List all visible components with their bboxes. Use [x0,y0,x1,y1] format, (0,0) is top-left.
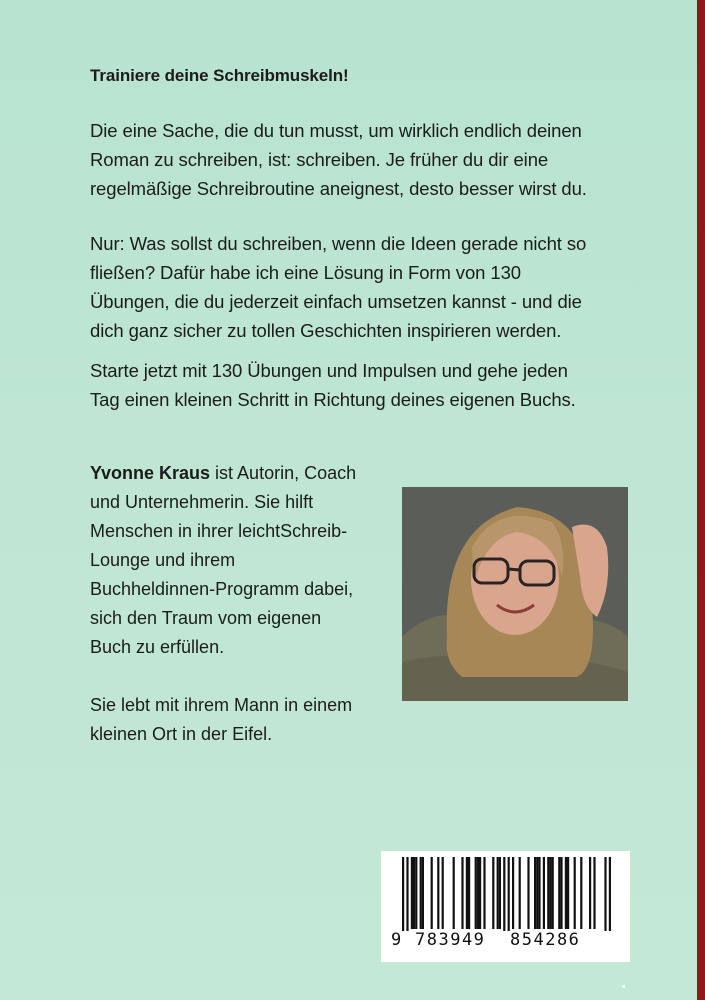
barcode-bar [411,857,413,929]
barcode-guard-bar [402,857,404,931]
barcode-bar [420,857,422,929]
barcode-bar [475,857,477,929]
isbn-digits [381,930,630,954]
barcode-bar [422,857,424,929]
barcode-bar [549,857,551,929]
author-portrait-illustration [402,487,628,701]
barcode-bar [527,857,529,929]
barcode-bar [483,857,485,929]
text-line: sich den Traum vom eigenen [90,608,322,628]
text-line: fließen? Dafür habe ich eine Lösung in Form von 130 [90,262,521,283]
barcode-bar [468,857,470,929]
author-bio [90,459,390,749]
text-line: Sie lebt mit ihrem Mann in einem [90,695,353,715]
cover-heading: Trainiere deine Schreibmuskeln! [90,66,349,85]
text-line: Buch zu erfüllen. [90,637,225,657]
corner-mark [622,985,625,988]
barcode-bar [552,857,554,929]
text-line: regelmäßige Schreibroutine aneignest, desto besser wirst du. [90,178,587,199]
text-line: und Unternehmerin. Sie hilft [90,492,314,512]
text-line: Übungen, die du jederzeit einfach umsetzen kannst - und die [90,291,582,312]
barcode-bar [565,857,567,929]
text-line [90,459,390,488]
isbn-right-group: 854286 [510,930,581,950]
barcode-bar [413,857,415,929]
paragraph-call-to-action [90,356,650,414]
barcode-bar [461,857,463,929]
author-photo [402,487,628,701]
barcode-bar [497,857,499,929]
text-line: dich ganz sicher zu tollen Geschichten inspirieren werden. [90,320,562,341]
barcode-bar [437,857,439,929]
barcode-bar [431,857,433,929]
barcode-bar [580,857,582,929]
barcode-bar [519,857,521,929]
text-line: Die eine Sache, die du tun musst, um wirklich endlich deinen [90,120,582,141]
paragraph-intro [90,116,650,203]
barcode-bar [492,857,494,929]
text-line: Starte jetzt mit 130 Übungen und Impulsen und gehe jeden [90,360,568,381]
text-line: Roman zu schreiben, ist: schreiben. Je früher du dir eine [90,149,549,170]
barcode-guard-bar [609,857,611,931]
barcode-bar [479,857,481,929]
barcode-bar [536,857,538,929]
barcode-bars [381,851,630,931]
isbn-barcode [381,851,630,962]
barcode-bar [534,857,536,929]
author-name: Yvonne Kraus [90,463,211,483]
spacer [90,662,390,691]
barcode-bar [589,857,591,929]
barcode-bar [477,857,479,929]
spine-edge [697,0,705,1000]
text-line: Tag einen kleinen Schritt in Richtung deines eigenen Buchs. [90,389,576,410]
barcode-bar [453,857,455,929]
barcode-bar [499,857,501,929]
barcode-bar [442,857,444,929]
text-line: kleinen Ort in der Eifel. [90,724,273,744]
text-line: Lounge und ihrem [90,550,236,570]
barcode-guard-bar [508,857,510,931]
barcode-bar [560,857,562,929]
barcode-bar [547,857,549,929]
barcode-guard-bar [503,857,505,931]
barcode-guard-bar [604,857,606,931]
barcode-bar [538,857,540,929]
paragraph-solution [90,229,650,345]
isbn-first-digit: 9 [391,930,402,950]
barcode-bar [558,857,560,929]
barcode-bar [574,857,576,929]
barcode-bar [567,857,569,929]
barcode-bar [466,857,468,929]
text-line: Nur: Was sollst du schreiben, wenn die Ideen gerade nicht so [90,233,587,254]
barcode-bar [512,857,514,929]
barcode-guard-bar [406,857,408,931]
barcode-bar [543,857,545,929]
barcode-bar [415,857,417,929]
barcode-bar [593,857,595,929]
text-line: Buchheldinnen-Programm dabei, [90,579,354,599]
author-bio-line: ist Autorin, Coach [210,463,357,483]
isbn-left-group: 783949 [415,930,486,950]
text-line: Menschen in ihrer leichtSchreib- [90,521,348,541]
